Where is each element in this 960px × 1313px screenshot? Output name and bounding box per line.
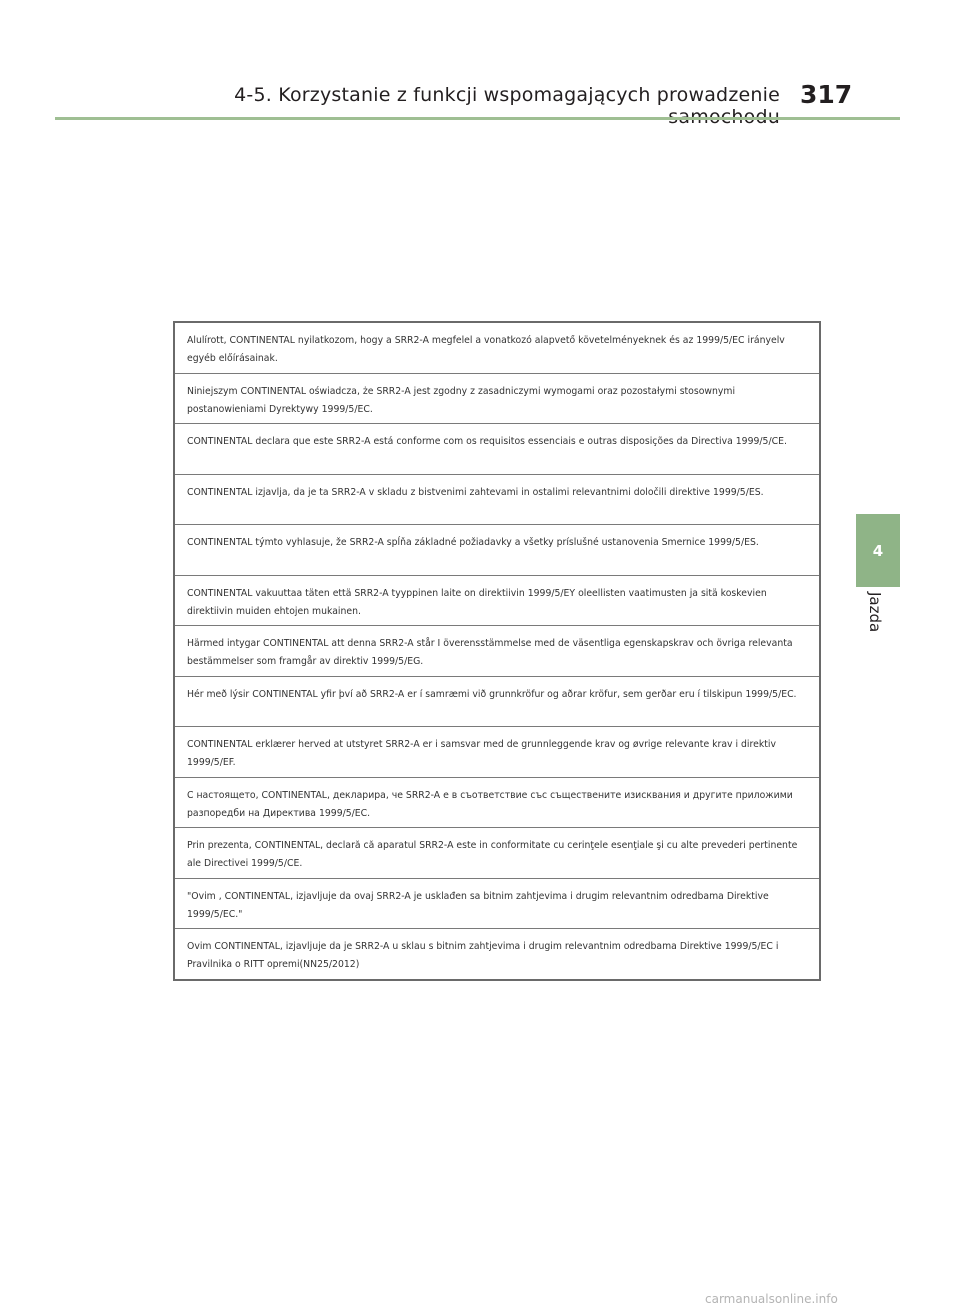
declaration-swedish: Härmed intygar CONTINENTAL att denna SRR2-A står I överensstämmelse med de väsentliga egenskapskrav och övriga relevanta bestämmelser som framgår av direktiv 1999/5/EG. [175, 626, 819, 677]
declaration-box [173, 321, 821, 981]
declaration-polish: Niniejszym CONTINENTAL oświadcza, że SRR2-A jest zgodny z zasadniczymi wymogami oraz pozostałymi stosownymi postanowieniami Dyrektywy 1999/5/EC. [175, 374, 819, 425]
declaration-finnish: CONTINENTAL vakuuttaa täten että SRR2-A tyyppinen laite on direktiivin 1999/5/EY oleellisten vaatimusten ja sitä koskevien direktiivin muiden ehtojen mukainen. [175, 576, 819, 627]
declaration-bulgarian: С настоящето, CONTINENTAL, декларира, че SRR2-A е в съответствие със съществените изисквания и другите приложими разпоредби на Директива 1999/5/EC. [175, 778, 819, 829]
declaration-portuguese: CONTINENTAL declara que este SRR2-A está conforme com os requisitos essenciais e outras disposições da Directiva 1999/5/CE. [175, 424, 819, 475]
declaration-hungarian: Alulírott, CONTINENTAL nyilatkozom, hogy a SRR2-A megfelel a vonatkozó alapvető követelményeknek és az 1999/5/EC irányelv egyéb előírásainak. [175, 323, 819, 374]
declaration-norwegian: CONTINENTAL erklærer herved at utstyret SRR2-A er i samsvar med de grunnleggende krav og øvrige relevante krav i direktiv 1999/5/EF. [175, 727, 819, 778]
header-divider [55, 117, 900, 120]
declaration-romanian: Prin prezenta, CONTINENTAL, declară că aparatul SRR2-A este in conformitate cu cerinţele esenţiale şi cu alte prevederi pertinente ale Directivei 1999/5/CE. [175, 828, 819, 879]
declaration-slovenian: CONTINENTAL izjavlja, da je ta SRR2-A v skladu z bistvenimi zahtevami in ostalimi relevantnimi določili direktive 1999/5/ES. [175, 475, 819, 526]
page-number: 317 [800, 80, 853, 109]
declaration-croatian: Ovim CONTINENTAL, izjavljuje da je SRR2-A u sklau s bitnim zahtjevima i drugim relevantnim odredbama Direktive 1999/5/EC i Pravilnika o RITT opremi(NN25/2012) [187, 941, 779, 971]
section-title: 4-5. Korzystanie z funkcji wspomagających prowadzenie [234, 84, 780, 106]
chapter-tab: 4 [856, 514, 900, 587]
watermark: carmanualsonline.info [705, 1292, 838, 1306]
declaration-icelandic: Hér með lýsir CONTINENTAL yfir því að SRR2-A er í samræmi við grunnkröfur og aðrar kröfur, sem gerðar eru í tilskipun 1999/5/EC. [175, 677, 819, 728]
chapter-label: Jazda [866, 592, 884, 633]
declaration-slovak: CONTINENTAL týmto vyhlasuje, že SRR2-A spĺňa základné požiadavky a všetky príslušné ustanovenia Smernice 1999/5/ES. [175, 525, 819, 576]
declaration-bosnian: "Ovim , CONTINENTAL, izjavljuje da ovaj SRR2-A je usklađen sa bitnim zahtjevima i drugim relevantnim odredbama Direktive 1999/5/EC." [175, 879, 819, 930]
